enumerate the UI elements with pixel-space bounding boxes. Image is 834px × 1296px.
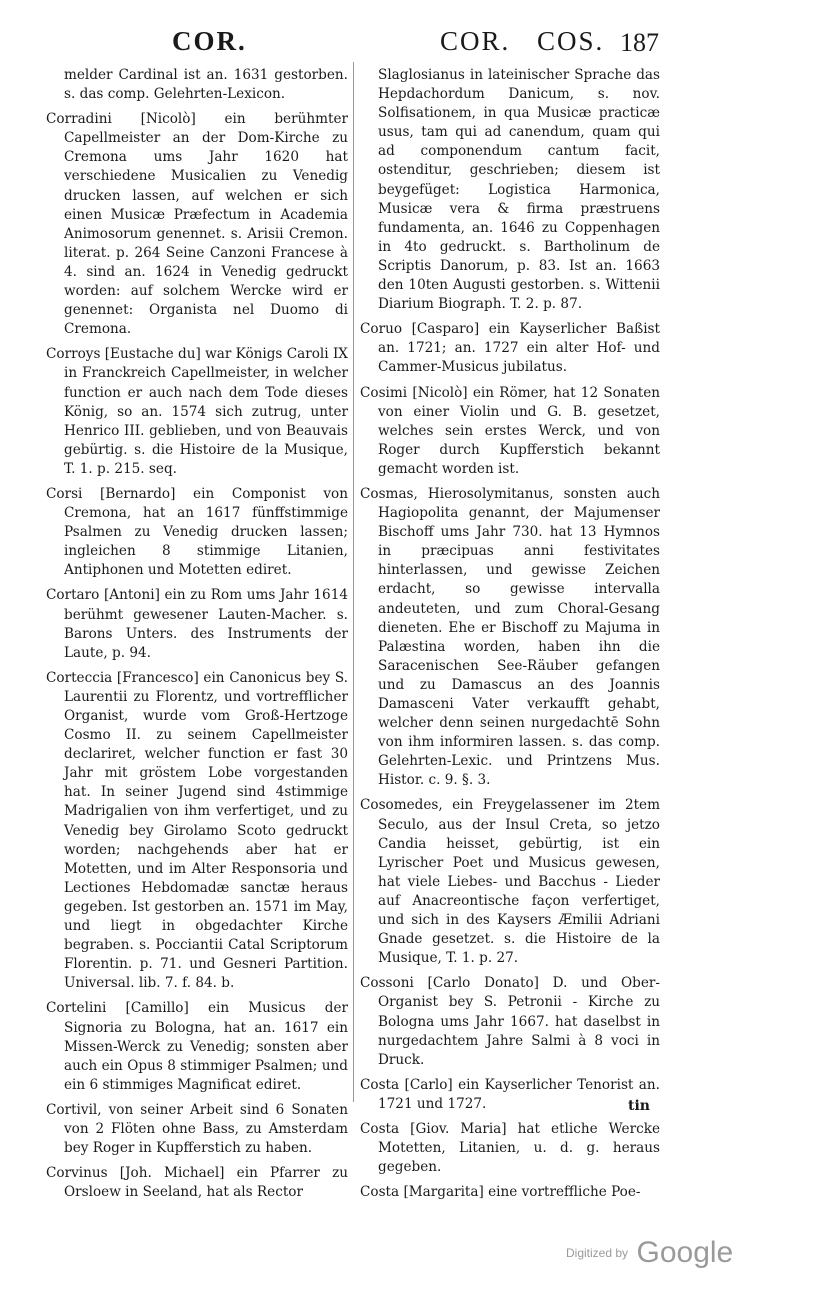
entry-corsi: Corsi [Bernardo] ein Componist von Cremona, hat an 1617 fünffstimmige Psalmen zu Venedig drucken lassen; ingleichen 8 stimmige Litanien, Antiphonen und Motetten ediret. [46, 485, 348, 579]
entry-cosmas: Cosmas, Hierosolymitanus, sonsten auch Hagiopolita genannt, der Majumenser Bischoff ums Jahr 730. hat 13 Hymnos in præcipuas anni festivitates hinterlassen, und gewisse Zeichen erdacht, so gewisse intervalla andeuteten, und zum Choral-Gesang dieneten. Ehe er Bischoff zu Majuma in Palæstina worden, haben ihn die Saracenischen See-Räuber gefangen und zu Damascus an des Joannis Damasceni Vater verkaufft gehabt, welcher denn seinen nurgedachtē Sohn von ihm informiren lassen. s. das comp. Gelehrten-Lexic. und Printzens Mus. Histor. c. 9. §. 3. [360, 485, 660, 789]
column-divider [353, 62, 354, 1102]
google-logo: Google [636, 1236, 734, 1269]
entry-coruo: Coruo [Casparo] ein Kayserlicher Baßist an. 1721; an. 1727 ein alter Hof- und Cammer-Musicus jubilatus. [360, 321, 660, 376]
page-number: 187 [620, 28, 659, 57]
catchword: tin [628, 1098, 650, 1114]
entry-cosimi: Cosimi [Nicolò] ein Römer, hat 12 Sonaten von einer Violin und G. B. gesetzet, welches sein erstes Werck, und von Roger durch Kupfferstich bekannt gemacht worden ist. [360, 384, 660, 477]
entry-cossoni: Cossoni [Carlo Donato] D. und Ober-Organist bey S. Petronii - Kirche zu Bologna ums Jahr 1667. hat daselbst in nurgedachtem Jahre Salmi à 8 voci in Druck. [360, 975, 660, 1068]
right-headword-1: COR. [440, 26, 511, 56]
entry-cosomedes: Cosomedes, ein Freygelassener im 2tem Seculo, aus der Insul Creta, so jetzo Candia heisset, gebürtig, ist ein Lyrischer Poet und Musicus gewesen, hat viele Liebes- und Bacchus - Lieder auf Anacreontische façon verfertiget, und sich in des Kaysers Æmilii Adriani Gnade gesetzet. s. die Histoire de la Musique, T. 1. p. 27. [360, 797, 660, 967]
entry-costa-giov: Costa [Giov. Maria] hat etliche Wercke Motetten, Litanien, u. d. g. heraus gegeben. [360, 1120, 660, 1176]
entry-cortelini: Cortelini [Camillo] ein Musicus der Signoria zu Bologna, hat an. 1617 ein Missen-Werck zu Venedig; sonsten aber auch ein Opus 8 stimmiger Psalmen; und ein 6 stimmiges Magnificat ediret. [46, 1000, 348, 1093]
entry-corroys: Corroys [Eustache du] war Königs Caroli IX in Franckreich Capellmeister, in welcher function er auch nach dem Tode dieses König, so an. 1574 sich zutrug, unter Henrico III. geblieben, und von Beauvais gebürtig. s. die Histoire de la Musique, T. 1. p. 215. seq. [46, 346, 348, 477]
entry-corteccia: Corteccia [Francesco] ein Canonicus bey S. Laurentii zu Florentz, und vortrefflicher Organist, wurde vom Groß-Hertzoge Cosmo II. zu seinem Capellmeister declariret, welcher function er fast 30 Jahr mit gröstem Lobe vorgestanden hat. In seiner Jugend sind 4stimmige Madrigalien von ihm verfertiget, und zu Venedig bey Girolamo Scoto gedruckt worden; nachgehends aber hat er Motetten, und im Alter Responsoria und Lectiones Hebdomadæ sanctæ heraus gegeben. Ist gestorben an. 1571 im May, und liegt in obgedachter Kirche begraben. s. Pocciantii Catal Scriptorum Florentin. p. 71. und Gesneri Partition. Universal. lib. 7. f. 84. b. [46, 669, 348, 992]
right-column [360, 66, 660, 1208]
entry-corradini: Corradini [Nicolò] ein berühmter Capellmeister an der Dom-Kirche zu Cremona ums Jahr 1620 hat verschiedene Musicalien zu Venedig drucken lassen, auf welchen er sich einen Musicæ Præfectum in Academia Animosorum genennet. s. Arisii Cremon. literat. p. 264 Seine Canzoni Francese à 4. sind an. 1624 in Venedig gedruckt worden: auf solchem Wercke wird er genennet: Organista nel Duomo di Cremona. [46, 111, 348, 338]
left-column [46, 66, 348, 1208]
watermark-small: Digitized by [566, 1246, 629, 1260]
entry-cortaro: Cortaro [Antoni] ein zu Rom ums Jahr 1614 berühmt gewesener Lauten-Macher. s. Barons Unters. des Instruments der Laute, p. 94. [46, 587, 348, 661]
right-headword-2: COS. [537, 26, 605, 56]
left-headword: COR. [172, 26, 247, 56]
digitized-watermark [566, 1236, 733, 1270]
entry-continuation: Slaglosianus in lateinischer Sprache das Hepdachordum Danicum, s. nov. Solfisationem, in qua Musicæ practicæ usus, tam qui ad canendum, quam qui ad componendum cantum facit, ostenditur, geschrieben; diesem ist beygefüget: Logistica Harmonica, Musicæ vera & firma præstruens fundamenta, an. 1646 zu Coppenhagen in 4to gedruckt. s. Bartholinum de Scriptis Danorum, p. 83. Ist an. 1663 den 10ten Augusti gestorben. s. Wittenii Diarium Biograph. T. 2. p. 87. [378, 67, 660, 313]
entry-costa-carlo: Costa [Carlo] ein Kayserlicher Tenorist an. 1721 und 1727. [360, 1076, 660, 1112]
entry-continuation: melder Cardinal ist an. 1631 gestorben. s. das comp. Gelehrten-Lexicon. [64, 67, 348, 103]
running-header [40, 26, 690, 66]
entry-costa-margarita: Costa [Margarita] eine vortreffliche Poe- [360, 1184, 641, 1201]
right-headwords [440, 26, 622, 57]
entry-cortivil: Cortivil, von seiner Arbeit sind 6 Sonaten von 2 Flöten ohne Bass, zu Amsterdam bey Roger in Kupfferstich zu haben. [46, 1101, 348, 1157]
entry-corvinus: Corvinus [Joh. Michael] ein Pfarrer zu Orsloew in Seeland, hat als Rector [46, 1165, 348, 1201]
